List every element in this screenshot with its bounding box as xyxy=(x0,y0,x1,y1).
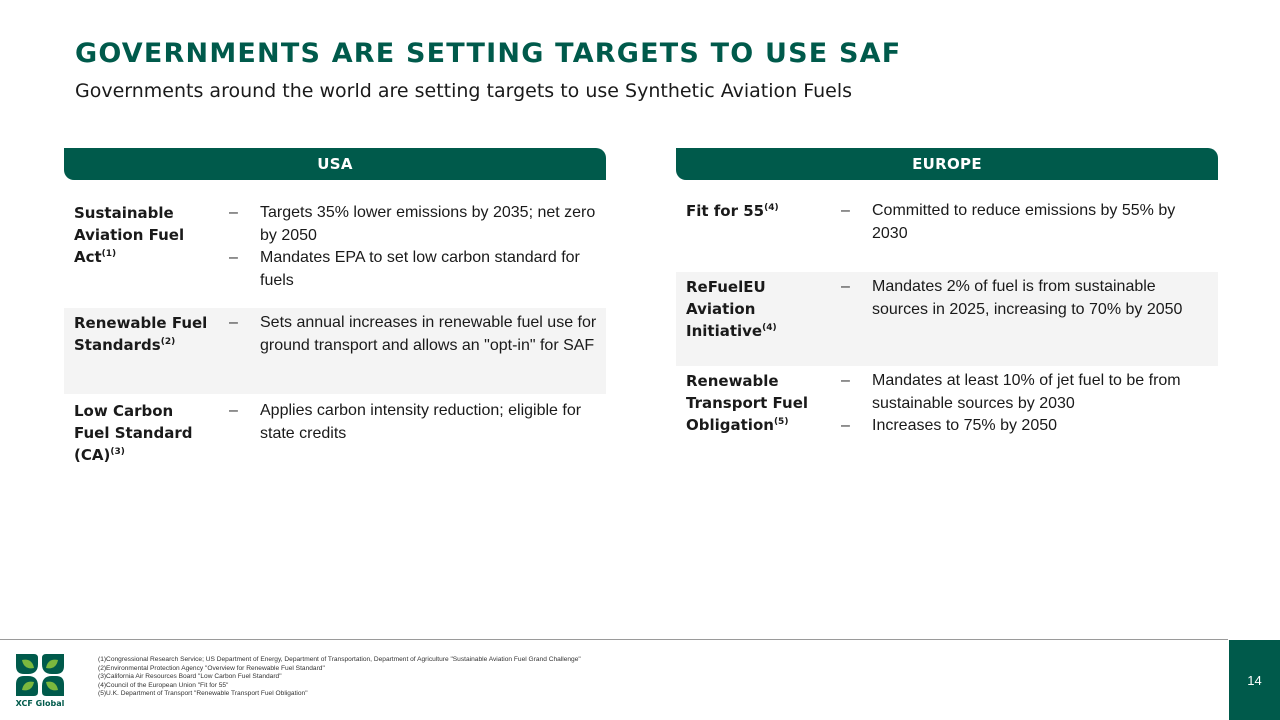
row-label xyxy=(74,400,194,484)
row-label-text: ReFuelEU Aviation Initiative xyxy=(686,278,766,340)
footnote-item: (1)Congressional Research Service; US Department of Energy, Department of Transportation, Department of Agriculture "Sustainable Aviation Fuel Grand Challenge" xyxy=(98,656,581,663)
footnote-item: (4)Council of the European Union "Fit for 55" xyxy=(98,681,229,689)
footnote-ref: (1) xyxy=(101,249,117,259)
usa-row-saf-act xyxy=(64,180,606,308)
slide-title: GOVERNMENTS ARE SETTING TARGETS TO USE SAF xyxy=(75,38,902,69)
bullet-list xyxy=(219,400,598,484)
bullet-item: – Sets annual increases in renewable fuel use for ground transport and allows an "opt-in" for SAF xyxy=(229,312,598,357)
page-number: 14 xyxy=(1247,672,1262,688)
bullet-item: – Increases to 75% by 2050 xyxy=(841,415,1210,438)
footnote-ref: (2) xyxy=(160,337,176,347)
bullet-item: – Committed to reduce emissions by 55% by 2030 xyxy=(841,200,1210,245)
europe-row-rtfo xyxy=(676,366,1218,456)
footnote-item: (3)California Air Resources Board "Low Carbon Fuel Standard" xyxy=(98,673,282,681)
bullet-list xyxy=(831,200,1210,272)
europe-panel xyxy=(676,148,1218,456)
row-label-text: Low Carbon Fuel Standard (CA) xyxy=(74,402,193,464)
bullet-list xyxy=(831,276,1210,366)
bullet-item: – Mandates at least 10% of jet fuel to be from sustainable sources by 2030 xyxy=(841,370,1210,415)
row-label-text: Renewable Fuel Standards xyxy=(74,314,208,354)
bullet-list xyxy=(219,312,598,394)
row-label-text: Sustainable Aviation Fuel Act xyxy=(74,204,185,266)
footnote-item: (5)U.K. Department of Transport "Renewable Transport Fuel Obligation" xyxy=(98,690,308,698)
row-label-text: Renewable Transport Fuel Obligation xyxy=(686,372,809,434)
footnote-ref: (3) xyxy=(110,447,125,457)
bullet-item: – Applies carbon intensity reduction; eligible for state credits xyxy=(229,400,598,445)
logo-wordmark: XCF Global xyxy=(15,699,65,708)
europe-panel-header: EUROPE xyxy=(676,148,1218,180)
usa-row-lcfs xyxy=(64,394,606,484)
footnote-ref: (4) xyxy=(764,203,779,213)
footer-divider xyxy=(0,639,1228,640)
bullet-list xyxy=(219,202,598,308)
row-label xyxy=(74,202,219,308)
europe-row-fit-for-55 xyxy=(676,180,1218,272)
footnote-item: (2)Environmental Protection Agency "Overview for Renewable Fuel Standard" xyxy=(98,664,325,672)
slide-subtitle: Governments around the world are setting targets to use Synthetic Aviation Fuels xyxy=(75,80,853,102)
usa-panel xyxy=(64,148,606,484)
bullet-item: – Mandates 2% of fuel is from sustainable sources in 2025, increasing to 70% by 2050 xyxy=(841,276,1210,321)
europe-row-refueleu xyxy=(676,272,1218,366)
bullet-item: – Mandates EPA to set low carbon standard for fuels xyxy=(229,247,598,292)
footnotes-list xyxy=(98,656,581,699)
page-number-box xyxy=(1229,640,1280,720)
row-label xyxy=(686,200,831,272)
row-label xyxy=(74,312,219,394)
bullet-item: – Targets 35% lower emissions by 2035; net zero by 2050 xyxy=(229,202,598,247)
footnote-ref: (4) xyxy=(762,323,777,333)
footnote-ref: (5) xyxy=(773,417,789,427)
row-label xyxy=(686,276,786,366)
row-label-text: Fit for 55 xyxy=(686,202,765,220)
row-label xyxy=(686,370,831,456)
bullet-list xyxy=(831,370,1210,456)
usa-panel-header: USA xyxy=(64,148,606,180)
usa-row-rfs xyxy=(64,308,606,394)
